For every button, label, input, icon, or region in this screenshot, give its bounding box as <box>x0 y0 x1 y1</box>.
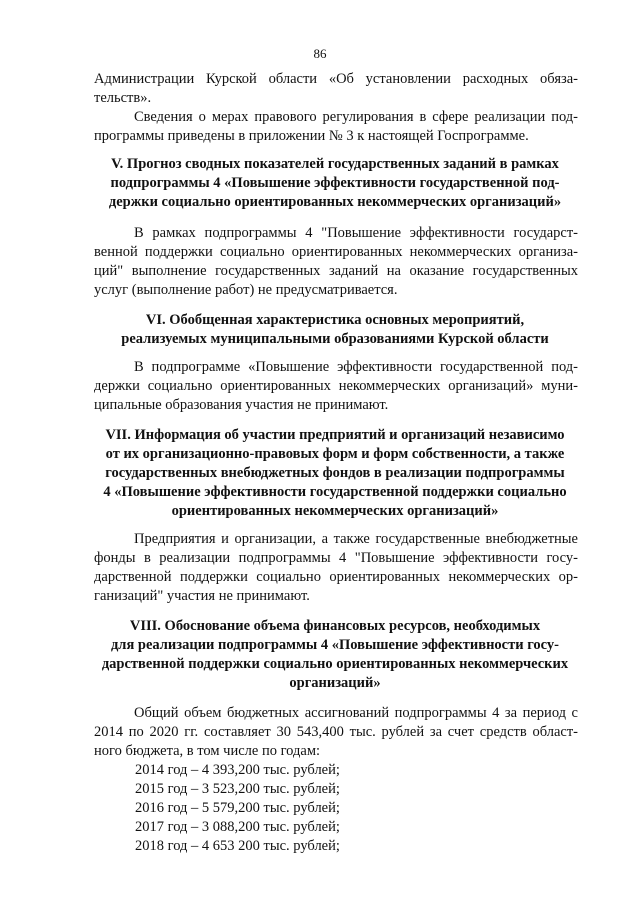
heading-line: реализуемых муниципальными образованиями Курской области <box>121 331 549 347</box>
year-item: 2017 год – 3 088,200 тыс. рублей; <box>135 819 340 835</box>
heading-line: от их организационно-правовых форм и форм собственности, а также <box>105 446 565 462</box>
heading-line: государственных внебюджетных фондов в реализации подпрограммы <box>105 465 565 481</box>
text-line: ципальные образования участия не принимают. <box>94 397 389 413</box>
text-line: Общий объем бюджетных ассигнований подпрограммы 4 за период с <box>134 705 578 721</box>
paragraph-section-6 <box>94 358 578 415</box>
heading-line: VIII. Обоснование объема финансовых ресурсов, необходимых <box>129 618 541 634</box>
heading-line: 4 «Повышение эффективности государственной поддержки социально <box>103 484 567 500</box>
text-line: Предприятия и организации, а также государственные внебюджетные <box>134 531 578 547</box>
heading-line: VII. Информация об участии предприятий и организаций независимо <box>105 427 565 443</box>
section-heading-6 <box>90 311 580 349</box>
text-line: 2014 по 2020 гг. составляет 30 543,400 тыс. рублей за счет средств област- <box>94 724 578 740</box>
paragraph-continuation <box>94 70 578 108</box>
paragraph-section-5 <box>94 224 578 300</box>
text-line: ганизаций" участия не принимают. <box>94 588 310 604</box>
text-line: тельств». <box>94 90 152 106</box>
text-line: ций" выполнение государственных заданий на оказание государственных <box>94 263 578 279</box>
text-line: фонды в реализации подпрограммы 4 "Повышение эффективности госу- <box>94 550 578 566</box>
year-item: 2015 год – 3 523,200 тыс. рублей; <box>135 781 340 797</box>
text-line: держки социально ориентированных некоммерческих организаций» муни- <box>94 378 578 394</box>
section-heading-7 <box>90 426 580 521</box>
year-item: 2018 год – 4 653 200 тыс. рублей; <box>135 838 340 854</box>
paragraph-section-8 <box>94 704 578 761</box>
heading-line: дарственной поддержки социально ориентированных некоммерческих <box>101 656 569 672</box>
text-line: программы приведены в приложении № 3 к настоящей Госпрограмме. <box>94 128 529 144</box>
page-number: 86 <box>313 46 327 61</box>
text-line: ного бюджета, в том числе по годам: <box>94 743 321 759</box>
heading-line: VI. Обобщенная характеристика основных мероприятий, <box>145 312 525 328</box>
section-heading-8 <box>90 617 580 693</box>
heading-line: организаций» <box>289 675 381 691</box>
text-line: Администрации Курской области «Об установлении расходных обяза- <box>94 71 578 87</box>
text-line: Сведения о мерах правового регулирования в сфере реализации под- <box>134 109 578 125</box>
year-item: 2016 год – 5 579,200 тыс. рублей; <box>135 800 340 816</box>
text-line: венной поддержки социально ориентированных некоммерческих организа- <box>94 244 578 260</box>
text-line: дарственной поддержки социально ориентированных некоммерческих ор- <box>94 569 578 585</box>
section-heading-5 <box>90 155 580 212</box>
heading-line: держки социально ориентированных некоммерческих организаций» <box>108 194 562 210</box>
text-line: В подпрограмме «Повышение эффективности государственной под- <box>134 359 578 375</box>
heading-line: V. Прогноз сводных показателей государственных заданий в рамках <box>111 156 559 172</box>
text-line: услуг (выполнение работ) не предусматривается. <box>94 282 398 298</box>
paragraph-section-7 <box>94 530 578 606</box>
heading-line: ориентированных некоммерческих организаций» <box>171 503 499 519</box>
year-item: 2014 год – 4 393,200 тыс. рублей; <box>135 762 340 778</box>
paragraph-legal-regulation <box>94 108 578 146</box>
heading-line: подпрограммы 4 «Повышение эффективности государственной под- <box>110 175 560 191</box>
year-list <box>135 761 340 856</box>
text-line: В рамках подпрограммы 4 "Повышение эффективности государст- <box>134 225 578 241</box>
heading-line: для реализации подпрограммы 4 «Повышение эффективности госу- <box>110 637 560 653</box>
